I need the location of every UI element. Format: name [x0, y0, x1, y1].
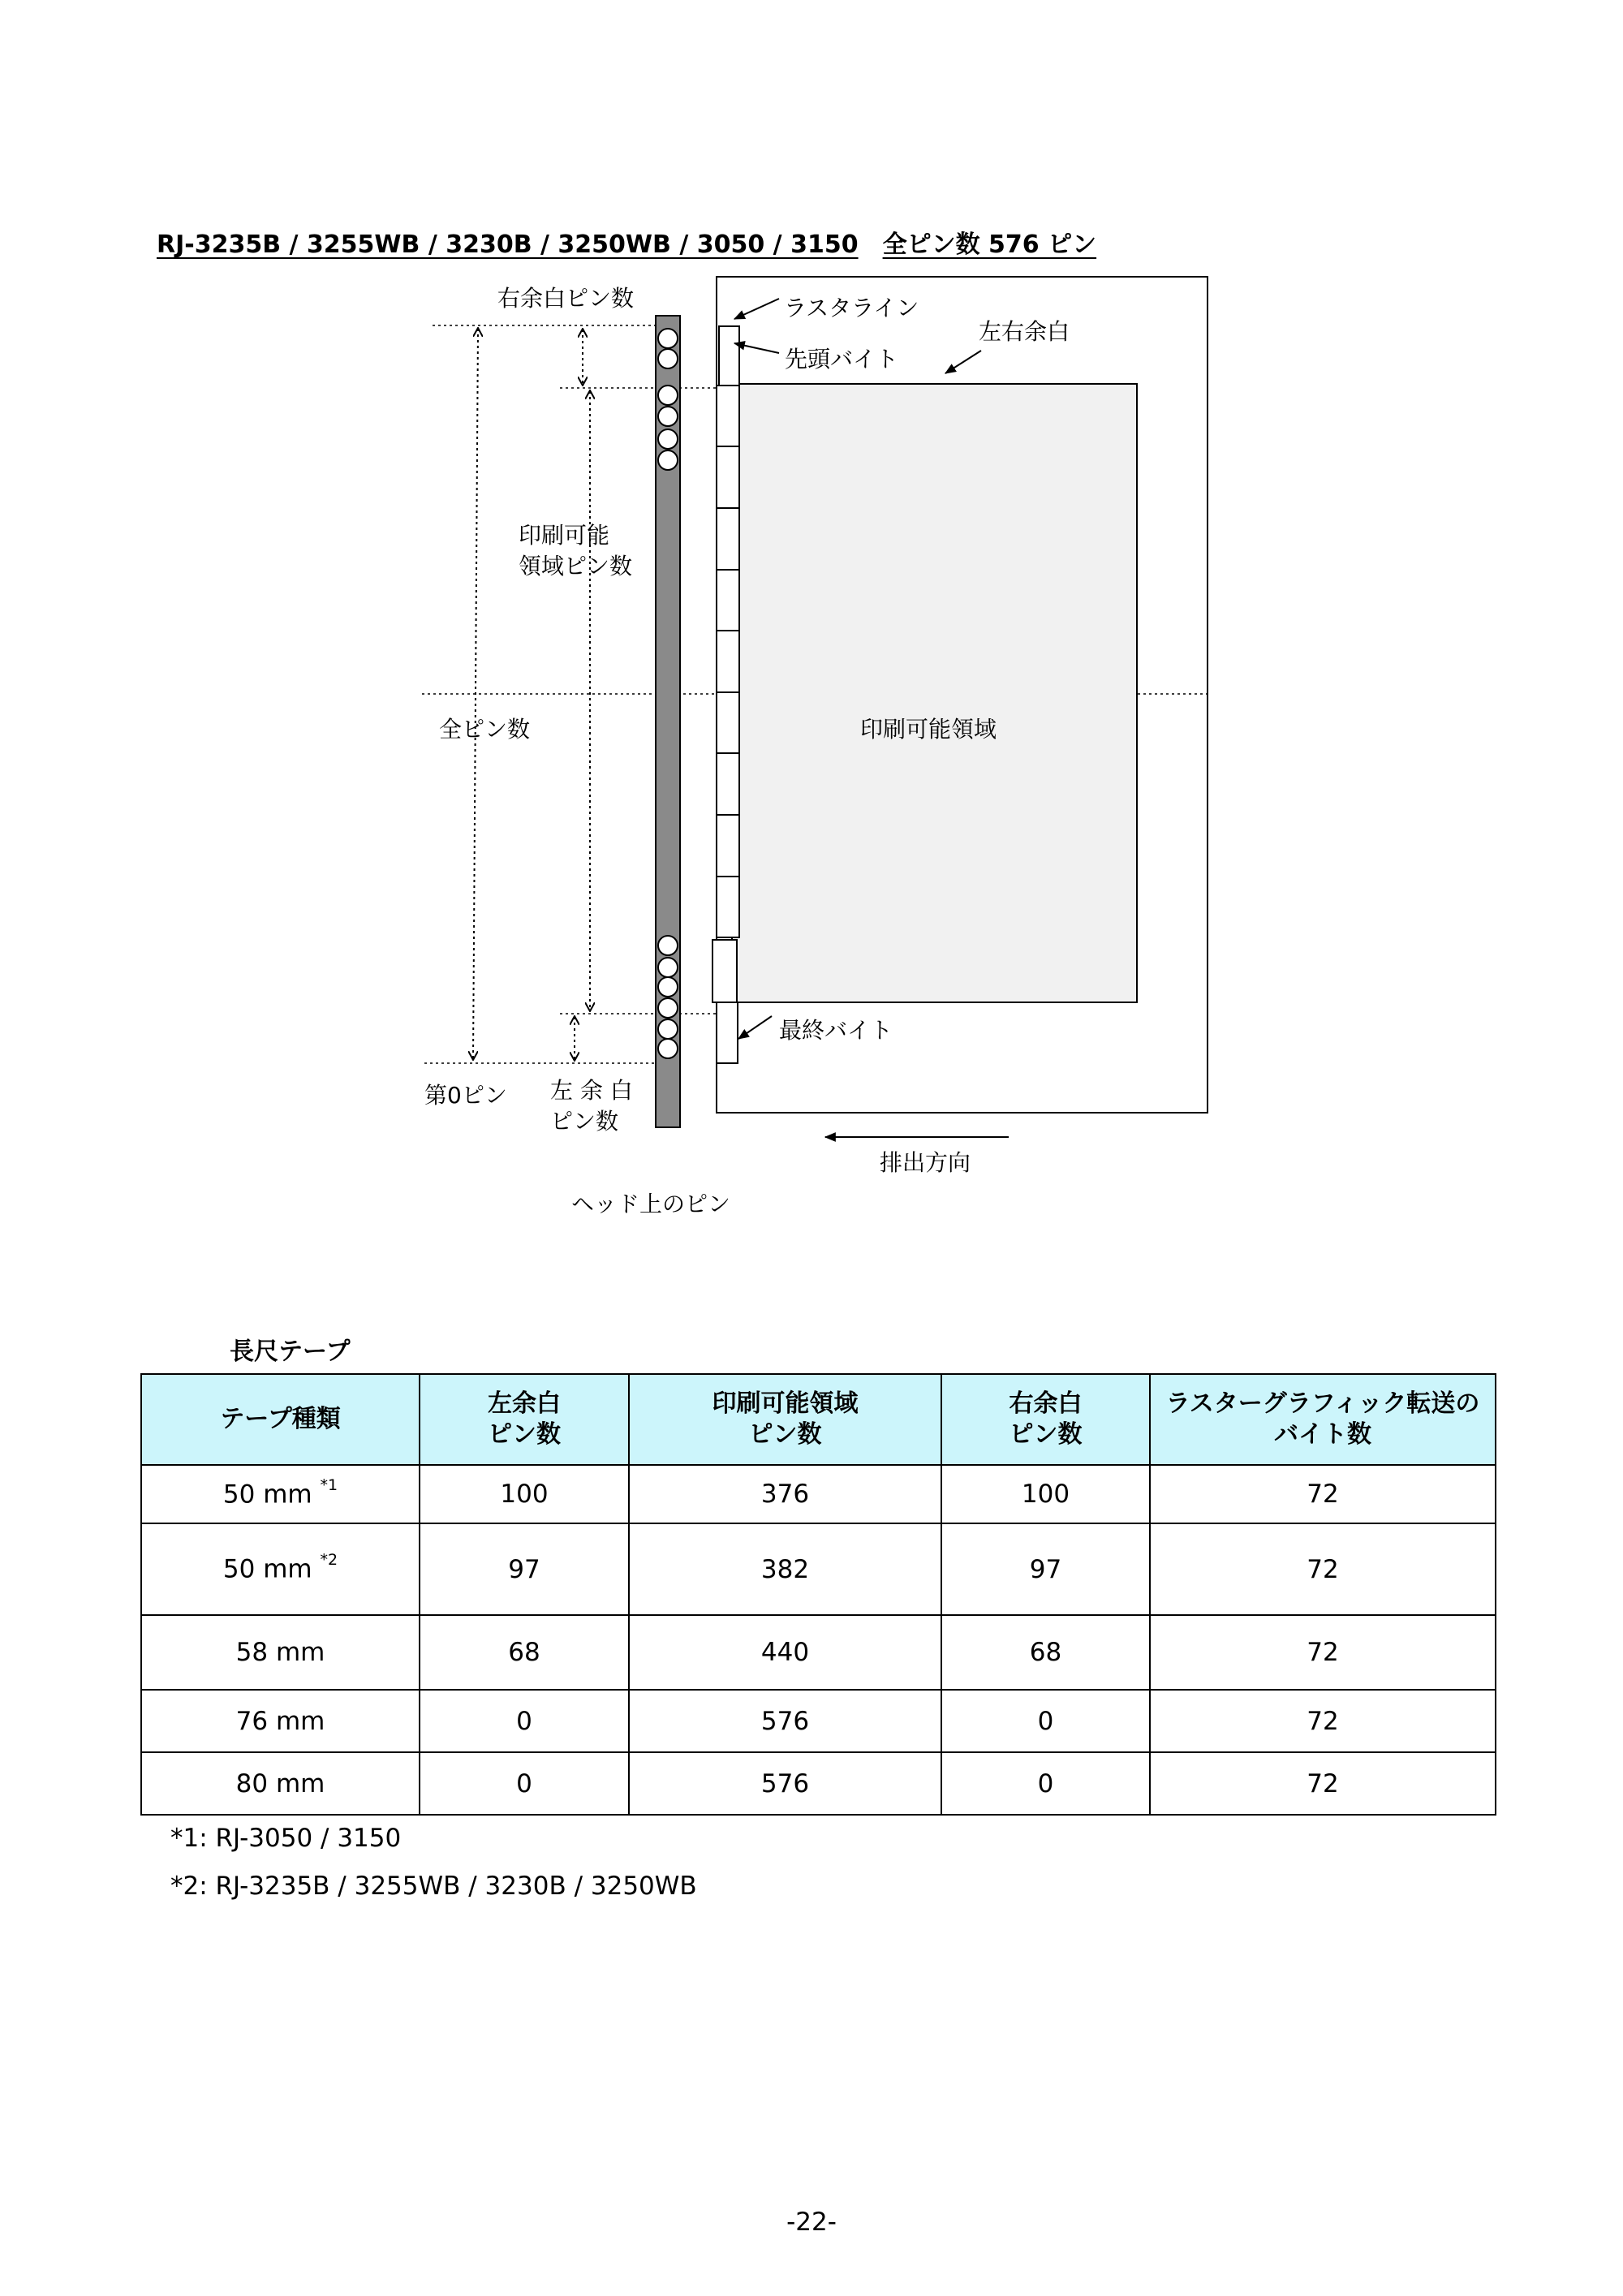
- cell-printable: 382: [629, 1523, 941, 1615]
- header-tape-type: テープ種類: [141, 1374, 420, 1465]
- label-pin-zero: 第0ピン: [424, 1082, 507, 1109]
- label-total-pins: 全ピン数: [439, 716, 531, 743]
- tape-section-title: 長尺テープ: [230, 1338, 351, 1366]
- footnote-1: *1: RJ-3050 / 3150: [170, 1824, 402, 1853]
- cell-tape: 80 mm: [141, 1752, 420, 1815]
- label-right-margin-pins: 右余白ピン数: [497, 285, 635, 312]
- page-number: -22-: [786, 2208, 837, 2237]
- label-left-margin-pins: 左 余 白 ピン数: [550, 1077, 633, 1135]
- table-row: [141, 1523, 1496, 1615]
- cell-bytes: 72: [1150, 1615, 1496, 1690]
- cell-printable: 440: [629, 1615, 941, 1690]
- cell-bytes: 72: [1150, 1523, 1496, 1615]
- label-last-byte: 最終バイト: [779, 1017, 893, 1044]
- cell-tape: 58 mm: [141, 1615, 420, 1690]
- label-left-right-margin: 左右余白: [979, 318, 1070, 345]
- cell-bytes: 72: [1150, 1752, 1496, 1815]
- cell-left: 97: [420, 1523, 629, 1615]
- footnote-2: *2: RJ-3235B / 3255WB / 3230B / 3250WB: [170, 1872, 697, 1901]
- cell-right: 0: [941, 1752, 1150, 1815]
- cell-printable: 576: [629, 1752, 941, 1815]
- cell-tape: 50 mm $^{*1}$: [141, 1465, 420, 1523]
- cell-left: 100: [420, 1465, 629, 1523]
- raster-line-bytes: [712, 326, 739, 1063]
- last-byte-pointer: [738, 1016, 772, 1039]
- tape-spec-table: [140, 1373, 1496, 1816]
- heading-models: RJ-3235B / 3255WB / 3230B / 3250WB / 3050 / 3150: [157, 230, 859, 259]
- table-header-row: [141, 1374, 1496, 1465]
- label-first-byte: 先頭バイト: [785, 346, 899, 373]
- cell-right: 68: [941, 1615, 1150, 1690]
- header-right-margin: 右余白 ピン数: [941, 1374, 1150, 1465]
- table-row: [141, 1465, 1496, 1523]
- label-feed-direction: 排出方向: [880, 1149, 971, 1176]
- cell-left: 68: [420, 1615, 629, 1690]
- label-raster-line: ラスタライン: [784, 295, 919, 321]
- cell-tape: 76 mm: [141, 1690, 420, 1752]
- raster-line-pointer: [734, 299, 779, 319]
- header-left-margin: 左余白 ピン数: [420, 1374, 629, 1465]
- cell-printable: 376: [629, 1465, 941, 1523]
- cell-right: 0: [941, 1690, 1150, 1752]
- margin-pointer: [945, 351, 981, 373]
- cell-printable: 576: [629, 1690, 941, 1752]
- cell-bytes: 72: [1150, 1690, 1496, 1752]
- first-byte-pointer: [734, 343, 779, 353]
- label-head-pins: ヘッド上のピン: [571, 1191, 731, 1217]
- cell-right: 100: [941, 1465, 1150, 1523]
- cell-tape: 50 mm $^{*2}$: [141, 1523, 420, 1615]
- table-row: [141, 1752, 1496, 1815]
- table-row: [141, 1690, 1496, 1752]
- header-raster-bytes: ラスターグラフィック転送の バイト数: [1150, 1374, 1496, 1465]
- label-printable-area: 印刷可能領域: [860, 716, 997, 743]
- header-printable-area: 印刷可能領域 ピン数: [629, 1374, 941, 1465]
- table-row: [141, 1615, 1496, 1690]
- heading-total-pins: 全ピン数 576 ピン: [882, 230, 1097, 259]
- label-printable-pins: 印刷可能 領域ピン数: [519, 522, 633, 579]
- cell-bytes: 72: [1150, 1465, 1496, 1523]
- cell-left: 0: [420, 1752, 629, 1815]
- cell-right: 97: [941, 1523, 1150, 1615]
- cell-left: 0: [420, 1690, 629, 1752]
- printable-area-box: [732, 384, 1137, 1002]
